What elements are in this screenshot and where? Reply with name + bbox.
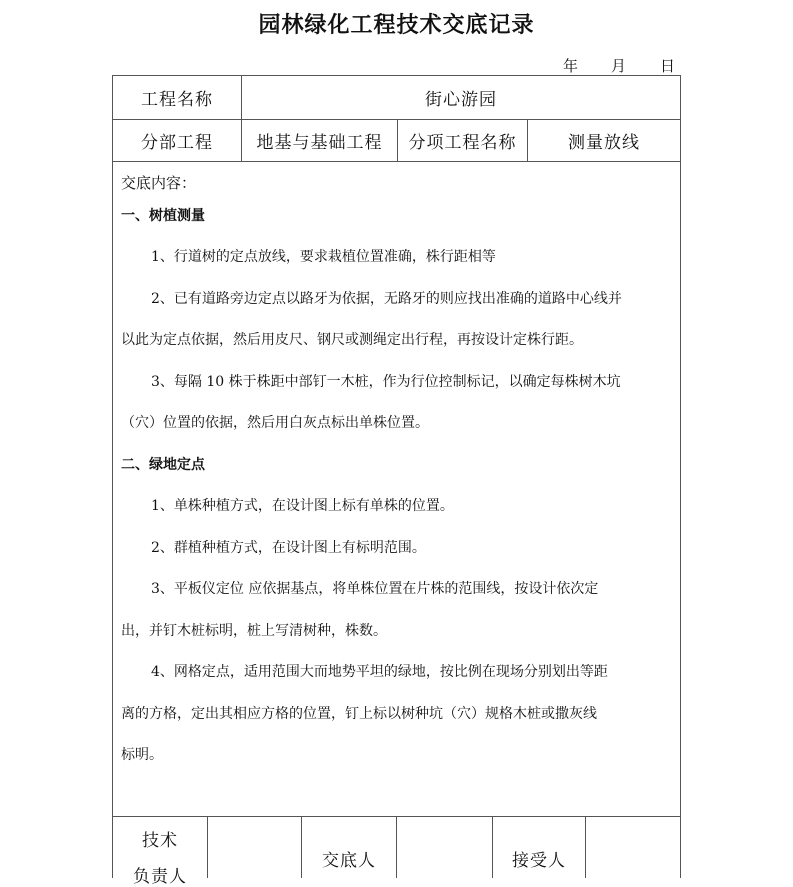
content-line: 3、每隔 10 株于株距中部钉一木桩，作为行位控制标记，以确定每株树木坑	[151, 374, 621, 390]
project-name-label: 工程名称	[141, 90, 213, 110]
content-line: 出，并钉木桩标明，桩上写清树种，株数。	[121, 623, 387, 639]
content-line: 4、网格定点，适用范围大而地势平坦的绿地，按比例在现场分别划出等距	[151, 664, 608, 680]
table-border-left	[112, 75, 113, 878]
section-heading-1: 一、树植测量	[121, 208, 205, 224]
table-border-right	[680, 75, 681, 878]
content-line: 2、已有道路旁边定点以路牙为依据，无路牙的则应找出准确的道路中心线并	[151, 291, 622, 307]
col-divider-footer-1	[207, 816, 208, 878]
item-name-label: 分项工程名称	[408, 133, 517, 153]
sub-project-value: 地基与基础工程	[256, 133, 383, 153]
content-line: 以此为定点依据，然后用皮尺、钢尺或测绳定出行程，再按设计定株行距。	[121, 332, 583, 348]
date-day: 日	[660, 57, 676, 75]
tech-lead-label-line2: 负责人	[133, 866, 187, 887]
discloser-label: 交底人	[322, 850, 376, 871]
content-heading: 交底内容：	[121, 174, 197, 192]
sub-project-label: 分部工程	[141, 133, 213, 153]
date-year: 年	[563, 57, 579, 75]
item-name-value: 测量放线	[568, 133, 640, 153]
project-name-value: 街心游园	[425, 90, 497, 110]
document-title: 园林绿化工程技术交底记录	[258, 13, 535, 38]
row-divider-2	[112, 161, 681, 162]
col-divider-footer-5	[585, 816, 586, 878]
content-line: 2、群植种植方式，在设计图上有标明范围。	[151, 540, 426, 556]
content-line: 标明。	[121, 747, 163, 763]
content-line: 离的方格，定出其相应方格的位置，钉上标以树种坑（穴）规格木桩或撒灰线	[121, 706, 597, 722]
content-line: 1、行道树的定点放线，要求栽植位置准确，株行距相等	[151, 249, 496, 265]
section-heading-2: 二、绿地定点	[121, 457, 205, 473]
content-line: 3、平板仪定位 应依据基点，将单株位置在片株的范围线，按设计依次定	[151, 581, 599, 597]
receiver-label: 接受人	[512, 850, 566, 871]
col-divider-footer-3	[396, 816, 397, 878]
content-line: 1、单株种植方式，在设计图上标有单株的位置。	[151, 498, 454, 514]
tech-lead-label-line1: 技术	[142, 830, 178, 851]
date-month: 月	[611, 57, 627, 75]
content-line: （穴）位置的依据，然后用白灰点标出单株位置。	[121, 415, 429, 431]
